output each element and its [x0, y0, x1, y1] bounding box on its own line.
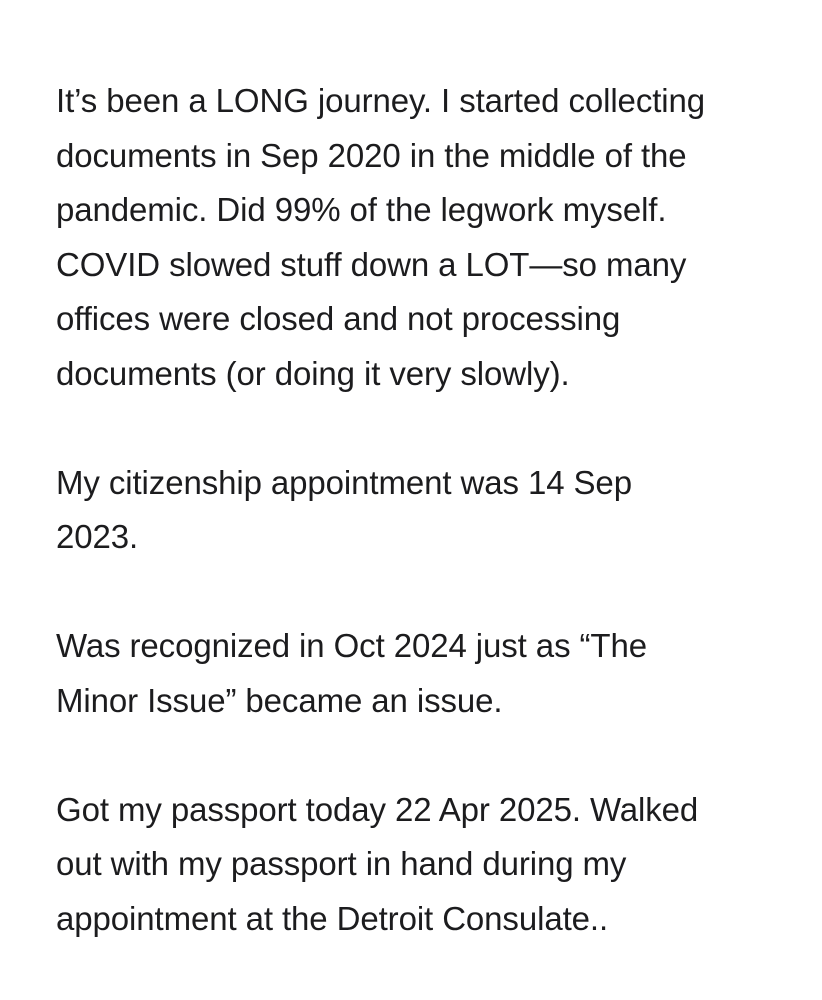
text-line: documents in Sep 2020 in the middle of the	[56, 136, 687, 174]
paragraph-passport	[56, 783, 796, 947]
text-line: appointment at the Detroit Consulate..	[56, 899, 609, 937]
note-body	[56, 74, 796, 946]
text-line: Minor Issue” became an issue.	[56, 681, 503, 719]
paragraph-recognized	[56, 619, 796, 728]
text-line: out with my passport in hand during my	[56, 845, 627, 882]
paragraph-spacer	[56, 565, 796, 620]
text-line: documents (or doing it very slowly).	[56, 354, 570, 392]
text-line: COVID slowed stuff down a LOT—so many	[56, 245, 687, 283]
text-line: My citizenship appointment was 14 Sep	[56, 463, 632, 501]
text-line: Got my passport today 22 Apr 2025. Walked	[56, 790, 699, 828]
text-line: offices were closed and not processing	[56, 300, 621, 337]
text-line: It’s been a LONG journey. I started collecting	[56, 82, 706, 119]
text-line: pandemic. Did 99% of the legwork myself.	[56, 191, 667, 228]
paragraph-appointment	[56, 456, 796, 565]
text-line: 2023.	[56, 518, 139, 555]
paragraph-spacer	[56, 401, 796, 456]
paragraph-spacer	[56, 728, 796, 783]
text-line: Was recognized in Oct 2024 just as “The	[56, 627, 647, 664]
paragraph-journey	[56, 74, 796, 401]
